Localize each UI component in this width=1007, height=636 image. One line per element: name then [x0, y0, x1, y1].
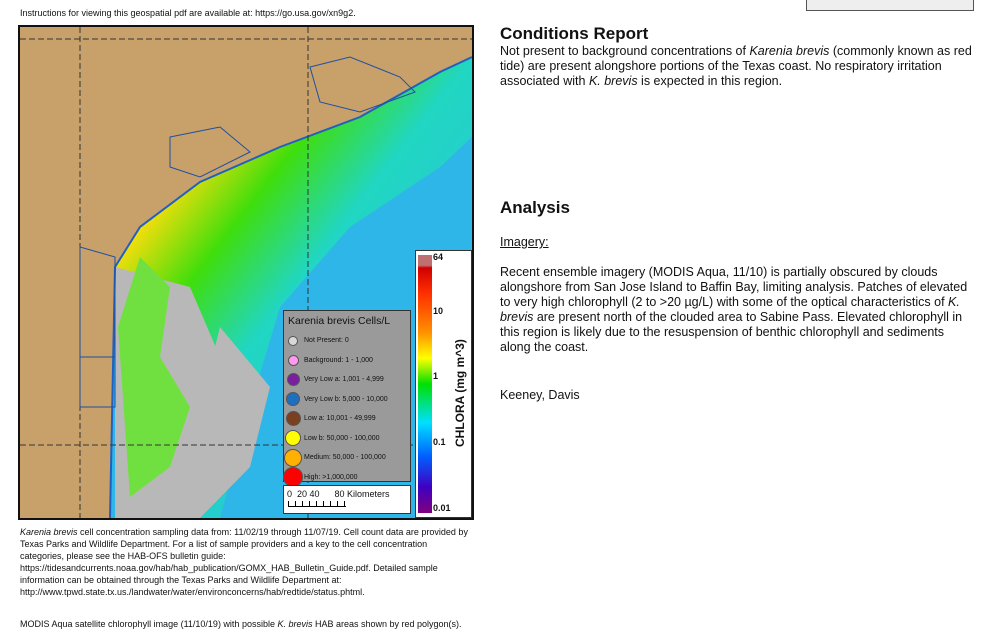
analysis-text: Recent ensemble imagery (MODIS Aqua, 11/10) is partially obscured by clouds alongshore from San Jose Island to Baffin Bay, limiting analysis. Patches of elevated to very high chlorophyll (2 to >20 µg/L) with some of the optical characteristics of K. brevis are present north of the clouded area to Sabine Pass. Elevated chlorophyll in this region is likely due to the resuspension of benthic chlorophyll and sediments along the coast.: [500, 265, 968, 354]
caption-text: HAB areas shown by red polygon(s).: [312, 619, 462, 629]
imagery-subheading: Imagery:: [500, 235, 549, 249]
legend-item: [284, 390, 410, 410]
legend-label: Very Low b: 5,000 - 10,000: [304, 395, 388, 403]
legend-item: [284, 370, 410, 390]
species-name: Karenia brevis: [20, 527, 78, 537]
legend-label: Not Present: 0: [304, 337, 349, 345]
scale-bar: [283, 485, 411, 514]
legend-dot-icon: [286, 392, 300, 406]
legend-label: Background: 1 - 1,000: [304, 356, 373, 364]
legend-item: [284, 409, 410, 429]
inset-map-frame: [806, 0, 974, 11]
instructions-text: Instructions for viewing this geospatial pdf are available at: https://go.usa.gov/xn9g2.: [20, 8, 356, 18]
author: Keeney, Davis: [500, 388, 580, 402]
colorbar-tick: 10: [433, 306, 444, 316]
scale-label: 0 20 40 80 Kilometers: [287, 489, 390, 499]
legend-item: [284, 429, 410, 449]
species-name: K. brevis: [277, 619, 313, 629]
colorbar-tick: 1: [433, 371, 439, 381]
caption-text: cell concentration sampling data from: 11/02/19 through 11/07/19. Cell count data are provided by Texas Parks and Wildlife Department. For a list of sample providers and a key to the cell concentration categories, please see the HAB-OFS bulletin guide: https://tidesandcurrents.noaa.gov/hab/hab_publication/GOMX_HAB_Bulletin_Guide.pdf. Detailed sample information can be obtained through the Texas Parks and Wildlife Department at: http://www.tpwd.state.tx.us./landwater/water/environconcerns/hab/redtide/status.phtml.: [20, 527, 468, 597]
legend-label: High: >1,000,000: [304, 473, 358, 481]
colorbar-tick: 0.1: [433, 437, 446, 447]
legend-dot-icon: [288, 355, 299, 366]
legend-title: Karenia brevis Cells/L: [288, 315, 391, 327]
analysis-title: Analysis: [500, 198, 570, 217]
legend-dot-icon: [285, 430, 301, 446]
legend-label: Low b: 50,000 - 100,000: [304, 434, 380, 442]
colorbar-label: CHLORA (mg m^3): [453, 339, 467, 447]
caption-text: MODIS Aqua satellite chlorophyll image (11/10/19) with possible: [20, 619, 278, 629]
analysis-section: [500, 198, 975, 403]
colorbar-tick: 0.01: [433, 503, 451, 513]
modis-caption: [20, 618, 470, 630]
conditions-section: [500, 24, 975, 89]
colorbar-gradient: [418, 255, 432, 513]
conditions-title: Conditions Report: [500, 24, 649, 43]
scale-ruler: [288, 501, 346, 507]
legend-dot-icon: [286, 411, 301, 426]
legend-label: Medium: 50,000 - 100,000: [304, 454, 386, 462]
conditions-text: Not present to background concentrations of Karenia brevis (commonly known as red tide) are present alongshore portions of the Texas coast. No respiratory irritation associated with K. brevis is expected in this region.: [500, 44, 972, 88]
legend-label: Very Low a: 1,001 - 4,999: [304, 376, 384, 384]
map-caption: [20, 526, 470, 598]
legend-dot-icon: [284, 449, 302, 467]
legend-item: [284, 351, 410, 371]
cell-count-legend: [283, 310, 411, 482]
legend-item: [284, 331, 410, 351]
colorbar-tick: 64: [433, 252, 444, 262]
legend-label: Low a: 10,001 - 49,999: [304, 415, 376, 423]
legend-item: [284, 448, 410, 468]
legend-dot-icon: [287, 373, 300, 386]
legend-dot-icon: [288, 336, 298, 346]
chlorophyll-colorbar: [415, 250, 472, 518]
